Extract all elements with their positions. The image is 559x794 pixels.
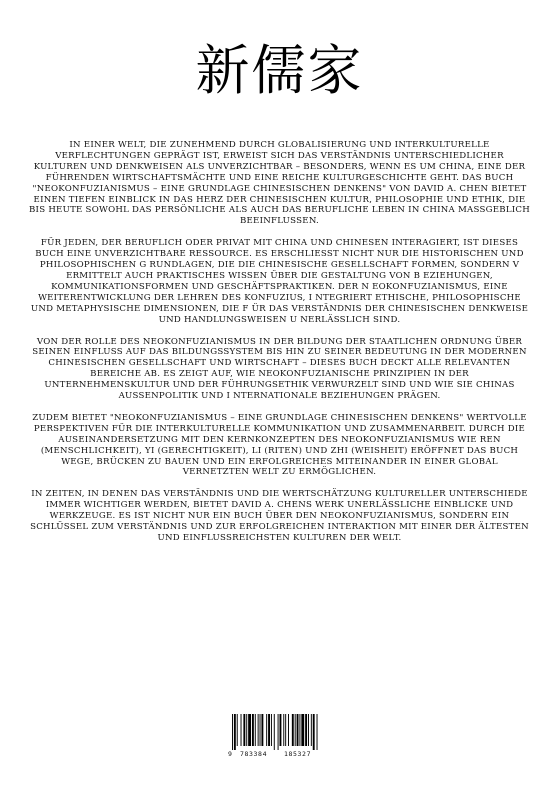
barcode-bar — [288, 714, 289, 746]
barcode-bar — [299, 714, 300, 746]
barcode-bar — [278, 714, 279, 750]
barcode-bar — [232, 714, 233, 750]
barcode-bar — [295, 714, 296, 746]
barcode-bar — [243, 714, 245, 746]
barcode-bar — [292, 714, 294, 746]
barcode-bar — [317, 714, 318, 750]
barcode-bar — [234, 714, 236, 750]
barcode-bar — [305, 714, 307, 746]
barcode-bar — [297, 714, 299, 746]
barcode-bar — [308, 714, 309, 746]
barcode-bar — [258, 714, 259, 746]
barcode-bar — [261, 714, 263, 746]
barcode-digit-first: 9 — [228, 750, 232, 758]
barcode-bar — [246, 714, 247, 746]
paragraph-1: IN EINER WELT, DIE ZUNEHMEND DURCH GLOBALISIERUNG UND INTERKULTURELLE VERFLECHTUNGEN GEPRÄGT IST, ERWEIST SICH DAS VERSTÄNDNIS UNTERSCHIEDLICHER KULTUREN UND DENKWEISEN ALS UNVERZICHTBAR – BESONDERS, WENN ES UM CHINA, EINE DER FÜHRENDEN WIRTSCHAFTSMÄCHTE UND EINE REICHE KULTURGESCHICHTE GEHT. DAS BUCH "NEOKONFUZIANISMUS – EINE GRUNDLAGE CHINESISCHEN DENKENS" VON DAVID A. CHEN BIETET EINEN TIEFEN EINBLICK IN DAS HERZ DER CHINESISCHEN KULTUR, PHILOSOPHIE UND ETHIK, DIE BIS HEUTE SOWOHL DAS PERSÖNLICHE ALS AUCH DAS BERUFLICHE LEBEN IN CHINA MASSGEBLICH BEEINFLUSSEN. — [28, 140, 531, 227]
barcode-bar — [280, 714, 282, 746]
barcode-bar — [274, 714, 275, 750]
barcode-bar — [301, 714, 304, 746]
barcode-bar — [285, 714, 286, 746]
paragraph-2: FÜR JEDEN, DER BERUFLICH ODER PRIVAT MIT CHINA UND CHINESEN INTERAGIERT, IST DIESES BUCH EINE UNVERZICHTBARE RESSOURCE. ES ERSCHLIESST NICHT NUR DIE HISTORISCHEN UND PHILOSOPHISCHEN G RUNDLAGEN, DIE DIE CHINESISCHE GESELLSCHAFT FORMEN, SONDERN V ERMITTELT AUCH PRAKTISCHES WISSEN ÜBER DIE GESTALTUNG VON B EZIEHUNGEN, KOMMUNIKATIONSFORMEN UND GESCHÄFTSPRAKTIKEN. DER N EOKONFUZIANISMUS, EINE WEITERENTWICKLUNG DER LEHREN DES KONFUZIUS, I NTEGRIERT ETHISCHE, PHILOSOPHISCHE UND METAPHYSISCHE DIMENSIONEN, DIE F ÜR DAS VERSTÄNDNIS DER CHINESISCHEN DENKWEISE UND HANDLUNGSWEISEN U NERLÄSSLICH SIND. — [30, 238, 529, 325]
barcode-bar — [271, 714, 272, 746]
isbn-barcode — [224, 712, 334, 760]
barcode-digits-right: 185327 — [284, 750, 312, 758]
barcode-digits-left: 783384 — [240, 750, 268, 758]
paragraph-5: IN ZEITEN, IN DENEN DAS VERSTÄNDNIS UND DIE WERTSCHÄTZUNG KULTURELLER UNTERSCHIEDE IMMER WICHTIGER WERDEN, BIETET DAVID A. CHENS WERK UNERLÄSSLICHE EINBLICKE UND WERKZEUGE. ES IST NICHT NUR EIN BUCH ÜBER DEN NEOKONFUZIANISMUS, SONDERN EIN SCHLÜSSEL ZUM VERSTÄNDNIS UND ZUR ERFOLGREICHEN INTERAKTION MIT EINER DER ÄLTESTEN UND EINFLUSSREICHSTEN KULTUREN DER WELT. — [30, 489, 529, 543]
barcode-bar — [268, 714, 270, 746]
barcode-bar — [266, 714, 267, 746]
barcode-bar — [283, 714, 284, 746]
barcode-bar — [252, 714, 254, 746]
paragraph-4: ZUDEM BIETET "NEOKONFUZIANISMUS – EINE GRUNDLAGE CHINESISCHEN DENKENS" WERTVOLLE PERSPEKTIVEN FÜR DIE INTERKULTURELLE KOMMUNIKATION UND ZUSAMMENARBEIT. DURCH DIE AUSEINANDERSETZUNG MIT DEN KERNKONZEPTEN DES NEOKONFUZIANISMUS WIE REN (MENSCHLICHKEIT), YI (GERECHTIGKEIT), LI (RITEN) UND ZHI (WEISHEIT) ERÖFFNET DAS BUCH WEGE, BRÜCKEN ZU BAUEN UND EIN ERFOLGREICHES MITEINANDER IN EINER GLOBAL VERNETZTEN WELT ZU ERMÖGLICHEN. — [32, 412, 527, 478]
barcode-bar — [255, 714, 256, 746]
barcode-bar — [241, 714, 242, 746]
back-cover-text — [28, 140, 531, 555]
barcode-bars — [224, 712, 334, 750]
barcode-bar — [260, 714, 261, 746]
page-title: 新儒家 — [195, 39, 364, 102]
paragraph-3: VON DER ROLLE DES NEOKONFUZIANISMUS IN DER BILDUNG DER STAATLICHEN ORDNUNG ÜBER SEINEN EINFLUSS AUF DAS BILDUNGSSYSTEM BIS HIN ZU SEINER BEDEUTUNG IN DER MODERNEN CHINESISCHEN GESELLSCHAFT UND WIRTSCHAFT – DIESES BUCH DECKT ALLE RELEVANTEN BEREICHE AB. ES ZEIGT AUF, WIE NEOKONFUZIANISCHE PRINZIPIEN IN DER UNTERNEHMENSKULTUR UND DER FÜHRUNGSETHIK VERWURZELT SIND UND WIE SIE CHINAS AUSSENPOLITIK UND I NTERNATIONALE BEZIEHUNGEN PRÄGEN. — [32, 336, 527, 402]
barcode-bar — [311, 714, 312, 746]
barcode-bar — [248, 714, 251, 746]
barcode-bar — [313, 714, 315, 750]
barcode-bar — [237, 714, 238, 746]
